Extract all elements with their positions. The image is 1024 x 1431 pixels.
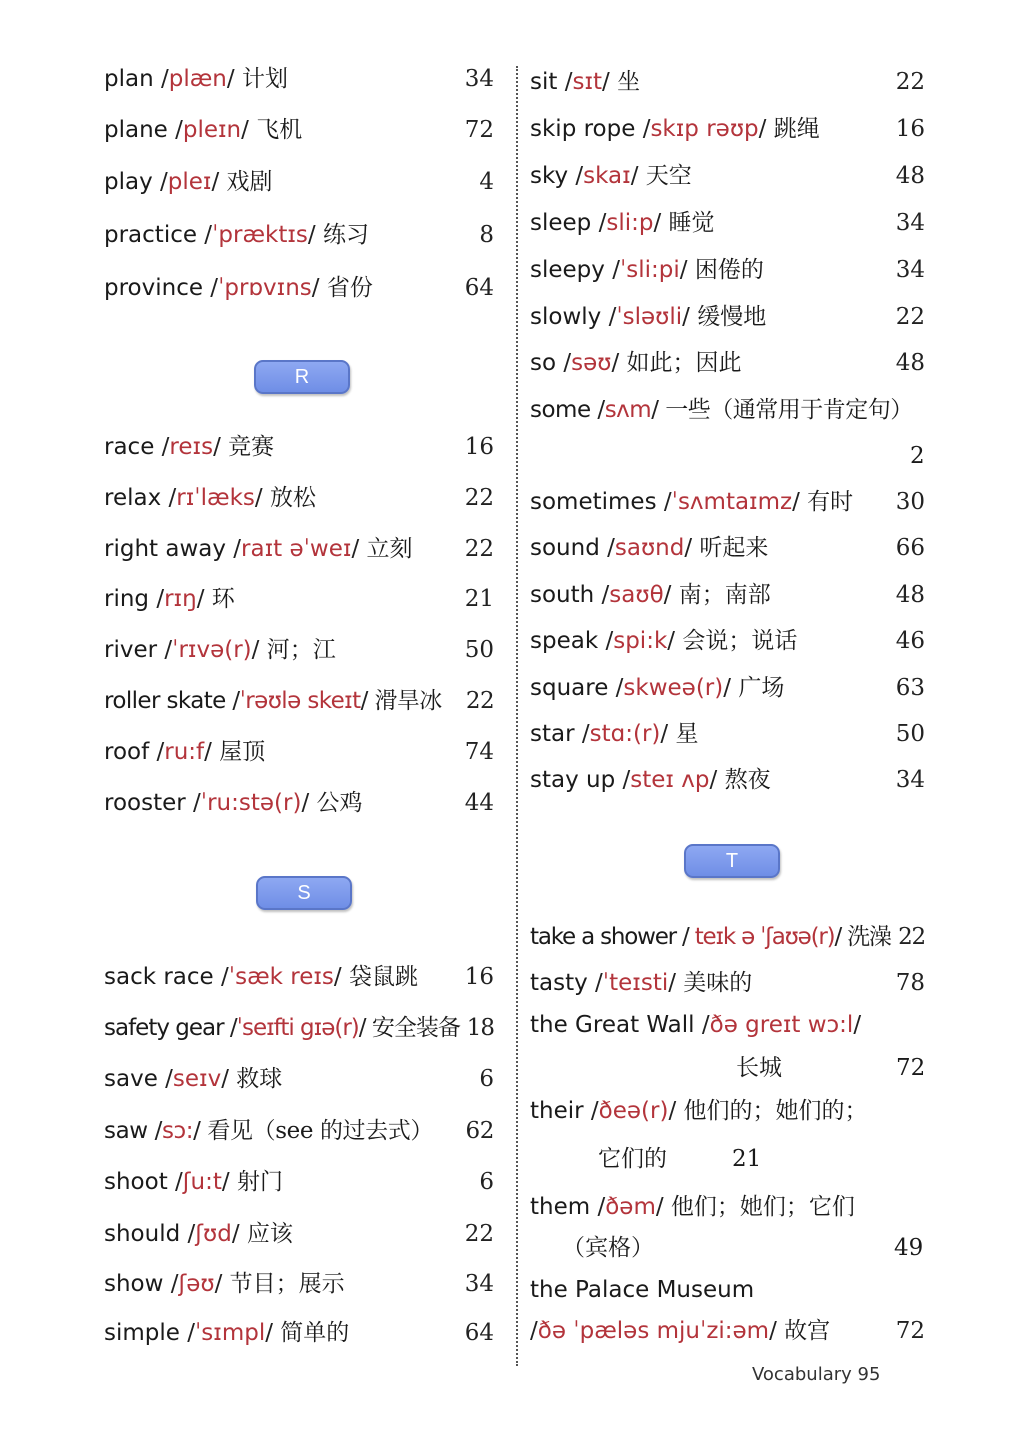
list-item: skip rope /skɪp rəʊp/ 跳绳 16 [530,116,925,142]
list-item: save /seɪv/ 救球 6 [104,1066,494,1092]
list-item-continuation: 它们的 21 [598,1146,762,1172]
list-item: stay up /steɪ ʌp/ 熬夜 34 [530,767,925,793]
list-item-continuation: /ðə ˈpæləs mjuˈzi:əm/ 故宫 72 [530,1318,925,1344]
list-item: practice /ˈpræktɪs/ 练习 8 [104,222,494,248]
list-item: plane /pleɪn/ 飞机 72 [104,117,494,143]
list-item: take a shower / teɪk ə ˈʃaʊə(r)/ 洗澡 22 [530,924,925,950]
list-item: sky /skaɪ/ 天空 48 [530,163,925,189]
list-item: ring /rɪŋ/ 环 21 [104,586,494,612]
section-badge-r: R [254,360,350,394]
list-item: show /ʃəʊ/ 节目；展示 34 [104,1271,494,1297]
list-item: their /ðeə(r)/ 他们的；她们的； [530,1098,868,1124]
list-item-continuation: （宾格） 49 [562,1235,924,1261]
list-item: shoot /ʃu:t/ 射门 6 [104,1169,494,1195]
column-divider [516,66,518,1366]
list-item: relax /rɪˈlæks/ 放松 22 [104,485,494,511]
page-footer: Vocabulary 95 [752,1364,881,1385]
list-item: the Great Wall /ðə greɪt wɔ:l/ [530,1012,862,1038]
list-item: race /reɪs/ 竞赛 16 [104,434,494,460]
list-item: sit /sɪt/ 坐 22 [530,69,925,95]
list-item: rooster /ˈru:stə(r)/ 公鸡 44 [104,790,494,816]
list-item: right away /raɪt əˈweɪ/ 立刻 22 [104,536,494,562]
list-item: should /ʃʊd/ 应该 22 [104,1221,494,1247]
list-item: province /ˈprɒvɪns/ 省份 64 [104,275,494,301]
list-item: some /sʌm/ 一些（通常用于肯定句） [530,397,913,423]
list-item: sleepy /ˈsli:pi/ 困倦的 34 [530,257,925,283]
section-badge-s: S [256,876,352,910]
list-item: speak /spi:k/ 会说；说话 46 [530,628,925,654]
list-item: so /səʊ/ 如此；因此 48 [530,350,925,376]
list-item: plan /plæn/ 计划 34 [104,66,494,92]
list-item: saw /sɔ:/ 看见（see 的过去式） 62 [104,1118,494,1144]
list-item: play /pleɪ/ 戏剧 4 [104,169,494,195]
list-item: star /stɑ:(r)/ 星 50 [530,721,925,747]
list-item: safety gear /ˈseɪfti gɪə(r)/ 安全装备 18 [104,1015,494,1041]
page-number: 2 [910,443,925,469]
list-item: roller skate /ˈrəʊlə skeɪt/ 滑旱冰 22 [104,688,494,714]
list-item: the Palace Museum [530,1277,755,1303]
list-item: south /saʊθ/ 南；南部 48 [530,582,925,608]
list-item-continuation: 长城 72 [736,1055,926,1081]
list-item: tasty /ˈteɪsti/ 美味的 78 [530,970,925,996]
list-item: river /ˈrɪvə(r)/ 河；江 50 [104,637,494,663]
list-item: slowly /ˈsləʊli/ 缓慢地 22 [530,304,925,330]
list-item: square /skweə(r)/ 广场 63 [530,675,925,701]
list-item: them /ðəm/ 他们；她们；它们 [530,1194,855,1220]
list-item: simple /ˈsɪmpl/ 简单的 64 [104,1320,494,1346]
section-badge-t: T [684,844,780,878]
list-item: sometimes /ˈsʌmtaɪmz/ 有时 30 [530,489,925,515]
list-item: sleep /sli:p/ 睡觉 34 [530,210,925,236]
list-item: sound /saʊnd/ 听起来 66 [530,535,925,561]
list-item: roof /ru:f/ 屋顶 74 [104,739,494,765]
list-item: sack race /ˈsæk reɪs/ 袋鼠跳 16 [104,964,494,990]
